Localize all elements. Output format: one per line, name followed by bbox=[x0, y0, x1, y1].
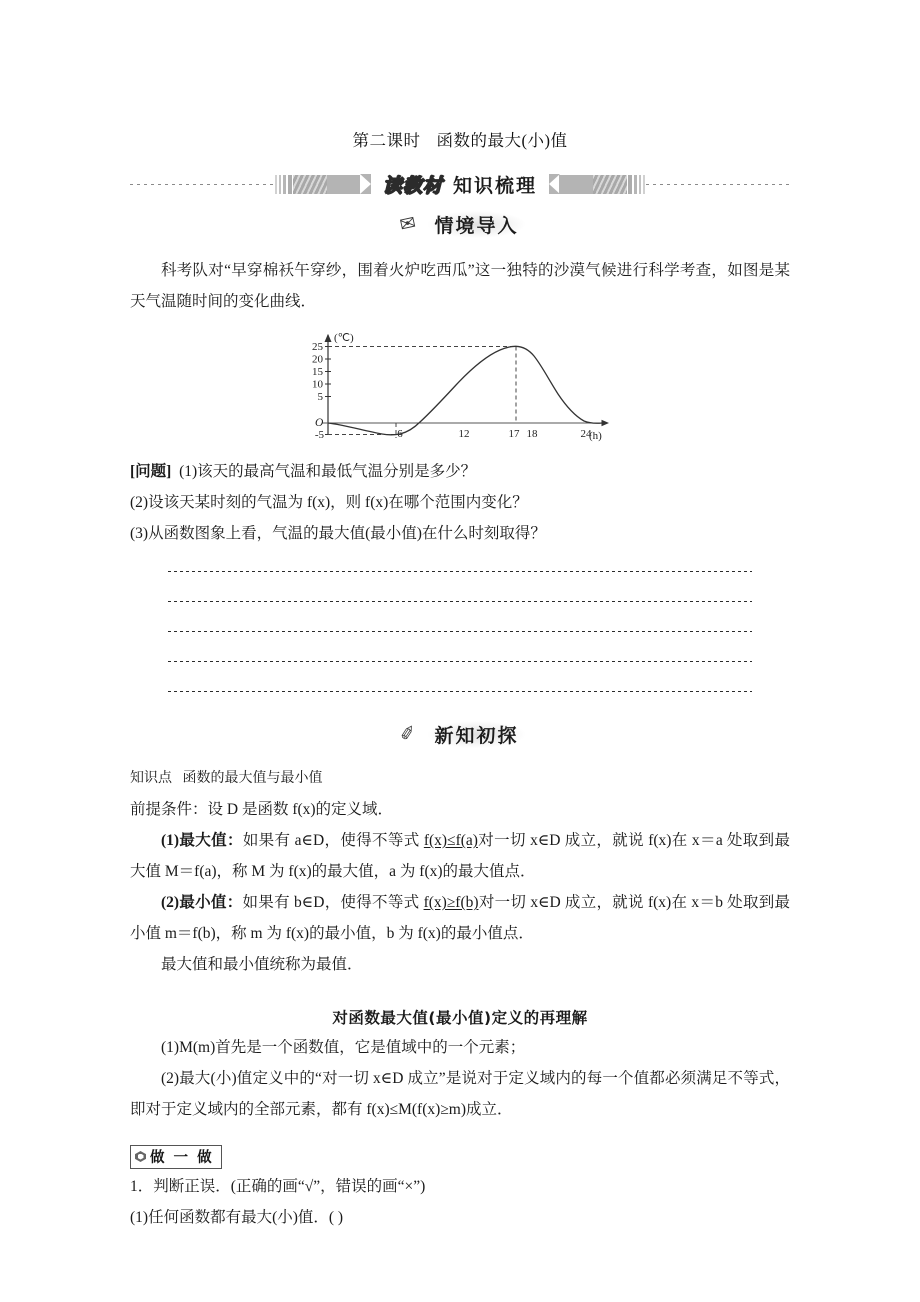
svg-text:12: 12 bbox=[458, 428, 470, 440]
subsection-heading-intro bbox=[130, 211, 790, 241]
section-banner bbox=[130, 167, 790, 201]
min-definition bbox=[130, 887, 790, 949]
practice-tag-row bbox=[130, 1145, 790, 1169]
question-line-2: (2)设该天某时刻的气温为 f(x)，则 f(x)在哪个范围内变化？ bbox=[130, 494, 528, 511]
guide-lines bbox=[328, 347, 516, 439]
max-definition bbox=[130, 825, 790, 887]
svg-text:18: 18 bbox=[526, 428, 538, 440]
svg-text:10: 10 bbox=[312, 378, 323, 391]
answer-line[interactable] bbox=[168, 691, 752, 692]
practice-item-1: 1．判断正误．(正确的画“√”，错误的画“×”) bbox=[130, 1178, 426, 1195]
banner-solid-slab-right bbox=[559, 175, 593, 194]
banner-label bbox=[383, 171, 537, 198]
min-definition-part2: 对一切 x∈D 成立，就说 f(x)在 x＝b 处取到最小值 m＝f(b)，称 m 为 f(x)的最小值，b 为 f(x)的最小值点． bbox=[130, 894, 791, 942]
page-title-main: 函数的最大(小)值 bbox=[436, 131, 568, 150]
question-line-1 bbox=[130, 456, 790, 487]
svg-text:25: 25 bbox=[312, 341, 323, 353]
diamond-bullet-icon bbox=[135, 1151, 146, 1162]
min-definition-part1: 如果有 b∈D，使得不等式 bbox=[242, 894, 424, 911]
knowledge-point-label: 知识点 bbox=[130, 771, 172, 786]
banner-label-outlined: 读教材 bbox=[382, 174, 443, 197]
question-label: [问题] bbox=[130, 463, 172, 480]
svg-text:6: 6 bbox=[397, 428, 403, 440]
max-definition-inequality: f(x)≤f(a) bbox=[423, 832, 478, 849]
page-title-prefix: 第二课时 bbox=[352, 131, 421, 150]
page-content bbox=[130, 0, 790, 1233]
origin-label: O bbox=[315, 417, 324, 429]
banner-chevron-left bbox=[274, 174, 371, 194]
x-axis-ticks bbox=[397, 428, 592, 440]
svg-text:5: 5 bbox=[317, 391, 323, 403]
page-title bbox=[130, 127, 790, 151]
min-definition-label: (2)最小值： bbox=[161, 894, 243, 911]
premise-line: 前提条件：设 D 是函数 f(x)的定义域． bbox=[130, 801, 394, 818]
svg-text:24: 24 bbox=[580, 428, 592, 440]
banner-chevron-right bbox=[549, 174, 646, 194]
extremum-summary: 最大值和最小值统称为最值． bbox=[161, 956, 363, 973]
reunderstand-item-1: (1)M(m)首先是一个函数值，它是值域中的一个元素； bbox=[161, 1039, 526, 1056]
svg-text:-5: -5 bbox=[314, 429, 324, 441]
reunderstand-item-2: (2)最大(小)值定义中的“对一切 x∈D 成立”是说对于定义域内的每一个值都必须满足不等式，即对于定义域内的全部元素，都有 f(x)≤M(f(x)≥m)成立． bbox=[130, 1070, 790, 1118]
practice-item-1-sub-1: (1)任何函数都有最大(小)值．( ) bbox=[130, 1209, 344, 1226]
svg-text:17: 17 bbox=[508, 428, 520, 440]
banner-dotted-rule-right bbox=[646, 184, 790, 185]
practice-tag bbox=[130, 1145, 222, 1169]
answer-line[interactable] bbox=[168, 661, 752, 662]
subsection-heading-intro-label: 情境导入 bbox=[428, 211, 524, 238]
question-line-3: (3)从函数图象上看，气温的最大值(最小值)在什么时刻取得？ bbox=[130, 525, 546, 542]
answer-line[interactable] bbox=[168, 631, 752, 632]
banner-solid-slab-left bbox=[327, 175, 361, 194]
answer-line[interactable] bbox=[168, 601, 752, 602]
subsection-heading-new bbox=[130, 721, 790, 751]
intro-paragraph: 科考队对“早穿棉袄午穿纱，围着火炉吃西瓜”这一独特的沙漠气候进行科学考查，如图是某天气温随时间的变化曲线． bbox=[130, 262, 790, 310]
knowledge-point-header bbox=[130, 763, 790, 794]
answer-line[interactable] bbox=[168, 571, 752, 572]
subsection-heading-new-label: 新知初探 bbox=[428, 721, 524, 748]
svg-text:15: 15 bbox=[312, 366, 323, 378]
banner-striped-slab-left bbox=[293, 175, 327, 194]
temperature-curve-svg bbox=[290, 325, 630, 445]
banner-dotted-rule-left bbox=[130, 184, 274, 185]
temperature-curve-path bbox=[328, 346, 602, 435]
question-text-1: (1)该天的最高气温和最低气温分别是多少？ bbox=[179, 463, 477, 480]
pen-icon: ✐ bbox=[398, 722, 419, 746]
answer-writing-area[interactable] bbox=[130, 571, 790, 692]
banner-label-solid: 知识梳理 bbox=[453, 174, 538, 197]
svg-text:20: 20 bbox=[312, 353, 323, 366]
max-definition-part2: 对一切 x∈D 成立，就说 f(x)在 x＝a 处取到最大值 M＝f(a)，称 M 为 f(x)的最大值，a 为 f(x)的最大值点． bbox=[130, 832, 790, 880]
max-definition-part1: 如果有 a∈D，使得不等式 bbox=[242, 832, 424, 849]
y-axis-unit-label: (℃) bbox=[334, 332, 354, 344]
banner-arrow-left bbox=[360, 174, 371, 194]
lamp-icon: ✉ bbox=[398, 212, 419, 236]
practice-tag-label: 做 一 做 bbox=[150, 1150, 214, 1166]
max-definition-label: (1)最大值： bbox=[161, 832, 243, 849]
temperature-curve-figure bbox=[130, 325, 790, 450]
reunderstand-heading: 对函数最大值(最小值)定义的再理解 bbox=[332, 1009, 588, 1027]
x-axis-unit-label: (h) bbox=[589, 430, 602, 442]
min-definition-inequality: f(x)≥f(b) bbox=[423, 894, 479, 911]
knowledge-point-title: 函数的最大值与最小值 bbox=[182, 771, 323, 786]
banner-striped-slab-right bbox=[593, 175, 627, 194]
